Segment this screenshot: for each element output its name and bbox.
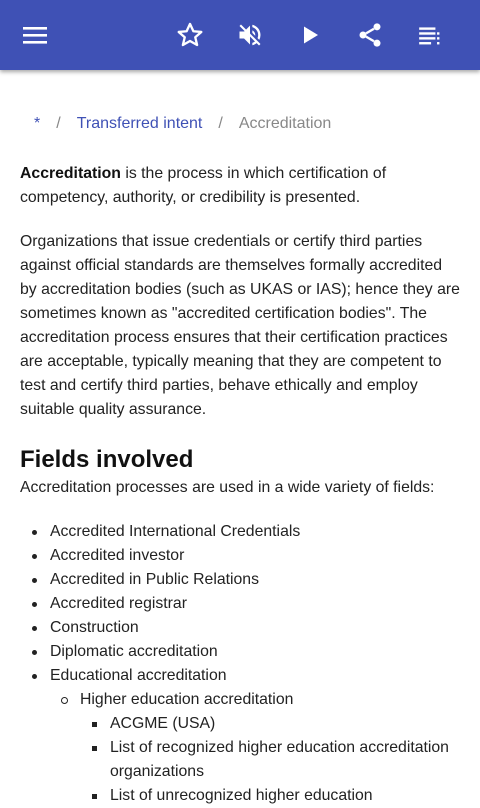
sub-sub-list bbox=[80, 712, 462, 808]
intro-text: is the process in which certification of competency, authority, or credibility is presented. bbox=[20, 165, 387, 206]
sub-sub-list-item: List of recognized higher education accreditation organizations bbox=[80, 736, 462, 784]
section-intro: Accreditation processes are used in a wide variety of fields: bbox=[20, 479, 435, 496]
list-item: Accredited registrar bbox=[20, 592, 462, 616]
breadcrumb-separator: / bbox=[218, 115, 223, 132]
star-icon bbox=[176, 21, 204, 49]
list-item: Accredited International Credentials bbox=[20, 520, 462, 544]
breadcrumb-separator: / bbox=[56, 115, 61, 132]
breadcrumb-home-link[interactable]: * bbox=[34, 115, 41, 132]
menu-button[interactable] bbox=[15, 15, 55, 55]
menu-icon bbox=[22, 24, 48, 46]
mute-button[interactable] bbox=[230, 15, 270, 55]
playlist-button[interactable] bbox=[410, 15, 450, 55]
body-paragraph: Organizations that issue credentials or certify third parties against official standards are themselves formally accredited by accreditation bodies (such as UKAS or IAS); hence they are sometimes known as "accredited certification bodies". The accreditation process ensures that their certification practices are acceptable, typically meaning that they are competent to test and certify third parties, behave ethically and employ suitable quality assurance. bbox=[20, 233, 460, 418]
intro-paragraph bbox=[20, 162, 462, 210]
playlist-icon bbox=[417, 22, 443, 48]
sub-sub-list-item: List of unrecognized higher education bbox=[80, 784, 462, 808]
sub-list-item-label: Higher education accreditation bbox=[80, 691, 294, 708]
list-item: Construction bbox=[20, 616, 462, 640]
play-icon bbox=[298, 23, 322, 47]
share-button[interactable] bbox=[350, 15, 390, 55]
list-item: Accredited in Public Relations bbox=[20, 568, 462, 592]
breadcrumb bbox=[20, 108, 462, 140]
play-button[interactable] bbox=[290, 15, 330, 55]
section-heading: Fields involved bbox=[20, 446, 194, 473]
share-icon bbox=[356, 21, 384, 49]
article-content bbox=[20, 108, 462, 808]
list-item: Diplomatic accreditation bbox=[20, 640, 462, 664]
list-item-label: Educational accreditation bbox=[50, 667, 227, 684]
list-item: Accredited investor bbox=[20, 544, 462, 568]
sub-list-item bbox=[50, 688, 462, 808]
sub-list bbox=[50, 688, 462, 808]
favorite-button[interactable] bbox=[170, 15, 210, 55]
sub-sub-list-item: ACGME (USA) bbox=[80, 712, 462, 736]
intro-term: Accreditation bbox=[20, 165, 121, 182]
fields-list bbox=[20, 520, 462, 808]
breadcrumb-current: Accreditation bbox=[238, 115, 332, 132]
breadcrumb-parent-link[interactable]: Transferred intent bbox=[76, 115, 203, 132]
list-item-educational bbox=[20, 664, 462, 808]
volume-off-icon bbox=[236, 21, 264, 49]
app-toolbar bbox=[0, 0, 480, 70]
